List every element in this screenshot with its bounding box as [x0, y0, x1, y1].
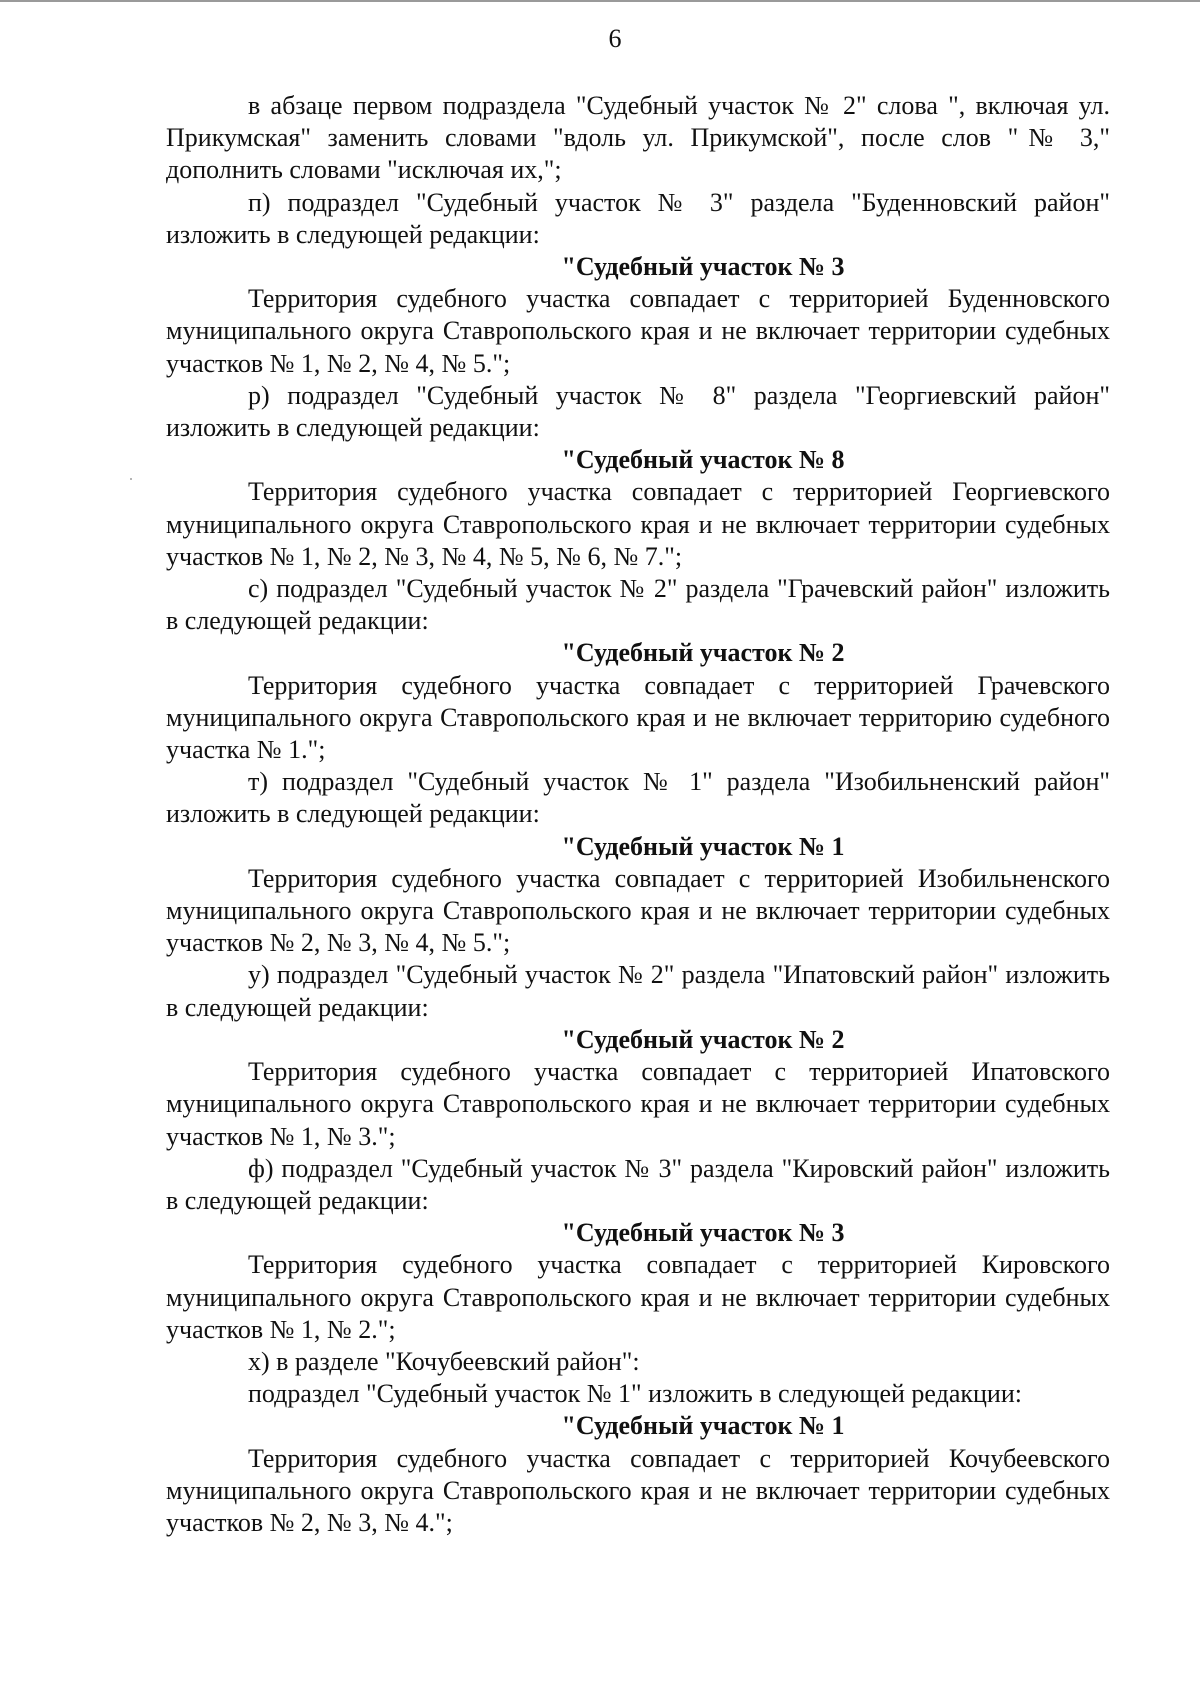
paragraph-territory: Территория судебного участка совпадает с территорией Кировского муниципального округа Ставропольского края и не включает территории судебных участков № 1, № 2."; [166, 1250, 1110, 1344]
paragraph-item-kh: х) в разделе "Кочубеевский район": [248, 1346, 640, 1376]
paragraph-territory: Территория судебного участка совпадает с территорией Грачевского муниципального округа Ставропольского края и не включает территорию судебного участка № 1."; [166, 670, 1110, 765]
section-heading: "Судебный участок № 8 [561, 445, 845, 475]
page-number: 6 [608, 24, 622, 53]
paragraph-item-f: ф) подраздел "Судебный участок № 3" раздела "Кировский район" изложить в следующей редакции: [166, 1153, 1110, 1215]
paragraph-territory: Территория судебного участка совпадает с территорией Буденновского муниципального округа Ставропольского края и не включает территории судебных участков № 1, № 2, № 4, № 5."; [166, 284, 1110, 378]
paragraph-territory: Территория судебного участка совпадает с территорией Ипатовского муниципального округа Ставропольского края и не включает территории судебных участков № 1, № 3."; [166, 1057, 1110, 1151]
section-heading: "Судебный участок № 2 [561, 638, 845, 668]
section-heading: "Судебный участок № 1 [561, 831, 845, 861]
paragraph-item-p: п) подраздел "Судебный участок № 3" раздела "Буденновский район" изложить в следующей редакции: [166, 187, 1110, 249]
page-top-edge-line [0, 0, 1200, 2]
paragraph-territory: Территория судебного участка совпадает с территорией Изобильненского муниципального округа Ставропольского края и не включает территории судебных участков № 2, № 3, № 4, № 5."; [166, 863, 1110, 958]
section-heading: "Судебный участок № 3 [561, 252, 845, 282]
paragraph-item-u: у) подраздел "Судебный участок № 2" раздела "Ипатовский район" изложить в следующей редакции: [166, 960, 1110, 1022]
document-body [166, 90, 1110, 1539]
paragraph-item-r: р) подраздел "Судебный участок № 8" раздела "Георгиевский район" изложить в следующей редакции: [166, 380, 1110, 443]
section-heading: "Судебный участок № 2 [561, 1024, 845, 1054]
paragraph-territory: Территория судебного участка совпадает с территорией Кочубеевского муниципального округа Ставропольского края и не включает территории судебных участков № 2, № 3, № 4."; [166, 1443, 1110, 1537]
scan-speck [130, 478, 132, 480]
paragraph-amendment-text: в абзаце первом подраздела "Судебный участок № 2" слова ", включая ул. Прикумская" заменить словами "вдоль ул. Прикумской", после слов "№ 3," дополнить словами "исключая их,"; [166, 91, 1110, 185]
section-heading: "Судебный участок № 3 [561, 1218, 845, 1248]
section-heading: "Судебный участок № 1 [561, 1411, 845, 1441]
paragraph-subsection: подраздел "Судебный участок № 1" изложить в следующей редакции: [248, 1379, 1022, 1409]
paragraph-item-s: с) подраздел "Судебный участок № 2" раздела "Грачевский район" изложить в следующей редакции: [166, 574, 1110, 636]
paragraph-territory: Территория судебного участка совпадает с территорией Георгиевского муниципального округа Ставропольского края и не включает территории судебных участков № 1, № 2, № 3, № 4, № 5, № 6, № 7."; [166, 477, 1110, 571]
paragraph-item-t: т) подраздел "Судебный участок № 1" раздела "Изобильненский район" изложить в следующей редакции: [166, 767, 1110, 829]
